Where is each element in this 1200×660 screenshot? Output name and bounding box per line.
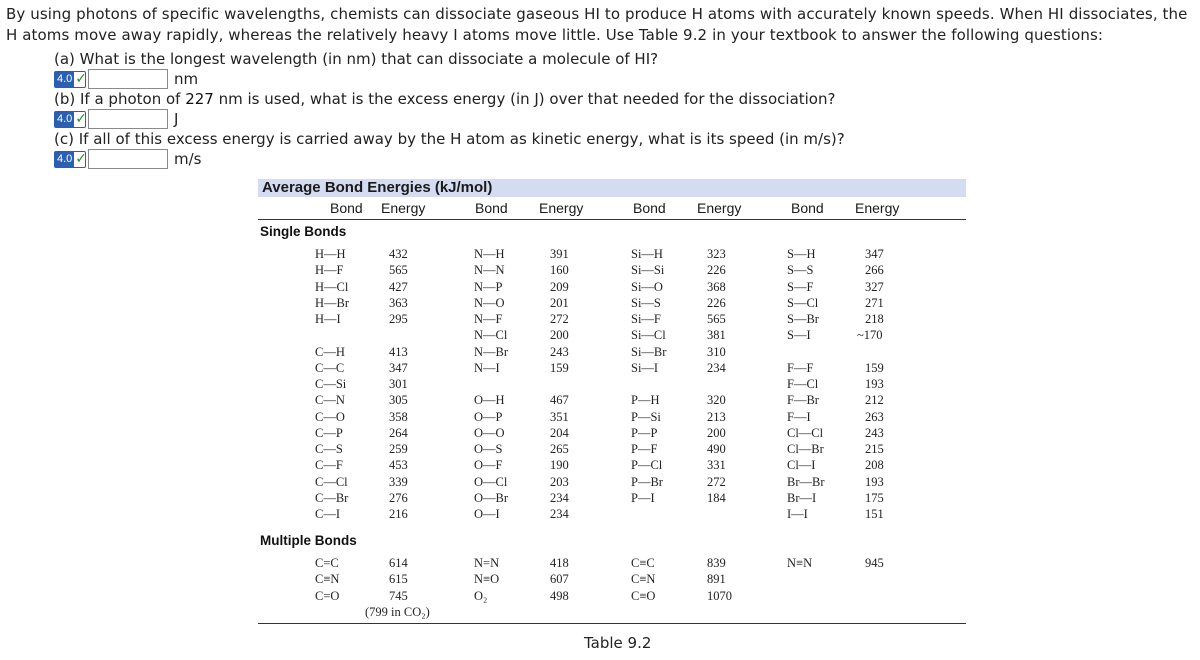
energy-cell: 234 bbox=[707, 360, 726, 375]
energy-cell: 347 bbox=[865, 247, 884, 261]
bond-cell: S—H bbox=[787, 247, 816, 261]
bond-cell: Br—I bbox=[787, 490, 817, 505]
bond-cell: C—P bbox=[315, 425, 343, 440]
answer-unit: nm bbox=[174, 70, 199, 88]
bond-cell: O—I bbox=[474, 507, 500, 521]
bond-cell: C≡N bbox=[315, 572, 340, 587]
header-energy: Energy bbox=[539, 200, 584, 216]
bond-cell: H—Br bbox=[315, 295, 350, 310]
bond-cell: F—Cl bbox=[787, 377, 819, 391]
energy-cell: 498 bbox=[550, 588, 569, 603]
question-b bbox=[54, 90, 835, 108]
energy-cell: 193 bbox=[865, 474, 884, 489]
bond-cell: N—P bbox=[474, 279, 503, 294]
bond-cell: P—F bbox=[631, 442, 658, 456]
bond-cell: S—I bbox=[787, 328, 811, 343]
energy-cell: 159 bbox=[865, 360, 884, 375]
energy-cell: 243 bbox=[550, 344, 569, 359]
energy-cell: 265 bbox=[550, 442, 569, 456]
bond-cell: S—S bbox=[787, 263, 814, 278]
energy-cell: 565 bbox=[389, 263, 408, 278]
energy-cell: 358 bbox=[389, 409, 408, 424]
energy-cell: 331 bbox=[707, 458, 726, 473]
energy-cell: 215 bbox=[865, 442, 884, 456]
energy-cell: 381 bbox=[707, 328, 726, 343]
energy-cell: 272 bbox=[550, 312, 569, 326]
energy-cell: 234 bbox=[550, 490, 569, 505]
bond-cell: Cl—Cl bbox=[787, 425, 824, 440]
energy-cell: 467 bbox=[550, 393, 569, 408]
bond-cell: C—F bbox=[315, 458, 343, 473]
bond-cell: N—Br bbox=[474, 344, 509, 359]
bond-cell: O—P bbox=[474, 409, 503, 424]
energy-cell: 159 bbox=[550, 360, 569, 375]
bond-cell: Si—Si bbox=[631, 263, 665, 278]
bond-cell: I—I bbox=[787, 507, 808, 521]
check-icon: ✓ bbox=[75, 70, 88, 87]
question-a bbox=[54, 50, 658, 68]
energy-cell: 203 bbox=[550, 474, 569, 489]
bond-cell: H—I bbox=[315, 312, 341, 326]
energy-cell: 413 bbox=[389, 344, 408, 359]
energy-cell: 323 bbox=[707, 247, 726, 261]
bond-cell: C—O bbox=[315, 409, 345, 424]
bond-cell: Cl—Br bbox=[787, 442, 824, 456]
energy-cell: 190 bbox=[550, 458, 569, 473]
energy-cell: 264 bbox=[389, 425, 408, 440]
energy-cell: 266 bbox=[865, 263, 884, 278]
bond-cell: C—Br bbox=[315, 490, 349, 505]
energy-cell: 418 bbox=[550, 556, 569, 570]
energy-cell: 212 bbox=[865, 393, 884, 408]
energy-cell: 327 bbox=[865, 279, 884, 294]
table-title: Average Bond Energies (kJ/mol) bbox=[258, 179, 966, 197]
bond-cell: P—Si bbox=[631, 409, 661, 424]
energy-cell: 427 bbox=[389, 279, 408, 294]
energy-cell: 607 bbox=[550, 572, 569, 587]
energy-cell: 208 bbox=[865, 458, 884, 473]
bond-cell: Si—O bbox=[631, 279, 663, 294]
bond-cell: C—C bbox=[315, 360, 345, 375]
bond-cell: Cl—I bbox=[787, 458, 816, 473]
bond-cell: Br—Br bbox=[787, 474, 825, 489]
bond-cell: P—Cl bbox=[631, 458, 663, 473]
energy-cell: 243 bbox=[865, 425, 884, 440]
answer-row-b bbox=[54, 108, 178, 130]
energy-cell: 301 bbox=[389, 377, 408, 391]
energy-cell: 209 bbox=[550, 279, 569, 294]
answer-row-a bbox=[54, 68, 198, 90]
energy-cell: 305 bbox=[389, 393, 408, 408]
header-bond: Bond bbox=[791, 200, 824, 216]
energy-cell: 347 bbox=[389, 360, 408, 375]
header-energy: Energy bbox=[697, 200, 742, 216]
energy-cell: 453 bbox=[389, 458, 408, 473]
energy-cell: 218 bbox=[865, 312, 884, 326]
bond-cell: N—F bbox=[474, 312, 503, 326]
energy-cell: 226 bbox=[707, 263, 726, 278]
energy-cell: 310 bbox=[707, 344, 726, 359]
bond-cell: Si—Br bbox=[631, 344, 667, 359]
energy-cell: 351 bbox=[550, 409, 569, 424]
energy-cell: 151 bbox=[865, 507, 884, 521]
energy-cell: 184 bbox=[707, 490, 726, 505]
energy-cell: 204 bbox=[550, 425, 569, 440]
energy-cell: 615 bbox=[389, 572, 408, 587]
energy-cell: 490 bbox=[707, 442, 726, 456]
energy-cell: 320 bbox=[707, 393, 726, 408]
bond-cell: O—O bbox=[474, 425, 505, 440]
bond-cell: Si—Cl bbox=[631, 328, 666, 343]
bond-cell: Si—H bbox=[631, 247, 663, 261]
energy-cell: 295 bbox=[389, 312, 408, 326]
energy-cell: 193 bbox=[865, 377, 884, 391]
energy-cell: 363 bbox=[389, 295, 408, 310]
bond-cell: S—Br bbox=[787, 312, 819, 326]
points-value: 4.0 bbox=[57, 152, 73, 165]
energy-cell: 1070 bbox=[707, 588, 732, 603]
energy-cell: 200 bbox=[707, 425, 726, 440]
section-label: Multiple Bonds bbox=[260, 533, 357, 548]
header-energy: Energy bbox=[381, 200, 426, 216]
energy-cell: 213 bbox=[707, 409, 726, 424]
answer-input-c[interactable] bbox=[88, 149, 168, 169]
points-badge bbox=[54, 71, 86, 88]
energy-cell: 226 bbox=[707, 295, 726, 310]
points-badge bbox=[54, 151, 86, 168]
bond-cell: C=O bbox=[315, 588, 340, 603]
bond-cell: C—Si bbox=[315, 377, 347, 391]
table-rule bbox=[258, 623, 966, 624]
bond-cell: O—Cl bbox=[474, 474, 508, 489]
energy-cell: 259 bbox=[389, 442, 408, 456]
bond-cell: C≡O bbox=[631, 588, 656, 603]
bond-cell: F—Br bbox=[787, 393, 819, 408]
bond-cell: Si—F bbox=[631, 312, 661, 326]
bond-cell: C≡N bbox=[631, 572, 656, 587]
bond-cell: Si—S bbox=[631, 295, 661, 310]
bond-cell: C—S bbox=[315, 442, 343, 456]
bond-cell: C—Cl bbox=[315, 474, 348, 489]
check-icon: ✓ bbox=[75, 110, 88, 127]
bond-cell: H—H bbox=[315, 247, 346, 261]
energy-cell: 200 bbox=[550, 328, 569, 343]
points-value: 4.0 bbox=[57, 112, 73, 125]
bond-cell: O—S bbox=[474, 442, 503, 456]
bond-cell: O—H bbox=[474, 393, 505, 408]
bond-cell: N—Cl bbox=[474, 328, 508, 343]
energy-cell: 432 bbox=[389, 247, 408, 261]
bond-cell: S—Cl bbox=[787, 295, 819, 310]
header-bond: Bond bbox=[475, 200, 508, 216]
bond-cell: P—H bbox=[631, 393, 660, 408]
bond-cell: S—F bbox=[787, 279, 814, 294]
energy-cell: 891 bbox=[707, 572, 726, 587]
bond-cell: N=N bbox=[474, 556, 500, 570]
points-badge bbox=[54, 111, 86, 128]
energy-cell: 745 bbox=[389, 588, 408, 603]
energy-cell: (799 in CO₂) bbox=[365, 604, 430, 619]
photon-wavelength-value: 227 bbox=[185, 90, 214, 108]
answer-unit: J bbox=[174, 110, 179, 128]
question-text: (a) What is the longest wavelength (in nm) that can dissociate a molecule of HI? bbox=[54, 50, 659, 68]
answer-unit: m/s bbox=[174, 150, 202, 168]
header-bond: Bond bbox=[633, 200, 666, 216]
energy-cell: ~170 bbox=[857, 328, 883, 343]
bond-cell: P—Br bbox=[631, 474, 663, 489]
energy-cell: 160 bbox=[550, 263, 569, 278]
bond-cell: P—P bbox=[631, 425, 658, 440]
bond-cell: N≡N bbox=[787, 556, 813, 570]
header-energy: Energy bbox=[855, 200, 900, 216]
bond-cell: Si—I bbox=[631, 360, 659, 375]
question-c bbox=[54, 130, 845, 148]
bond-cell: O₂ bbox=[474, 588, 488, 603]
question-text: nm is used, what is the excess energy (in J) over that needed for the dissociation? bbox=[213, 90, 836, 108]
question-text: (c) If all of this excess energy is carried away by the H atom as kinetic energy, what is its speed (in m/s)? bbox=[54, 130, 845, 148]
bond-cell: O—F bbox=[474, 458, 503, 473]
section-label: Single Bonds bbox=[260, 224, 347, 239]
energy-cell: 276 bbox=[389, 490, 408, 505]
check-icon: ✓ bbox=[75, 150, 88, 167]
energy-cell: 945 bbox=[865, 556, 884, 570]
answer-input-a[interactable] bbox=[88, 69, 168, 89]
table-rule bbox=[258, 219, 966, 220]
energy-cell: 839 bbox=[707, 556, 726, 570]
bond-cell: H—Cl bbox=[315, 279, 349, 294]
bond-cell: N—O bbox=[474, 295, 505, 310]
bond-cell: C—I bbox=[315, 507, 340, 521]
energy-cell: 175 bbox=[865, 490, 884, 505]
points-value: 4.0 bbox=[57, 72, 73, 85]
energy-cell: 263 bbox=[865, 409, 884, 424]
energy-cell: 201 bbox=[550, 295, 569, 310]
question-text: (b) If a photon of bbox=[54, 90, 186, 108]
energy-cell: 272 bbox=[707, 474, 726, 489]
bond-cell: P—I bbox=[631, 490, 655, 505]
energy-cell: 234 bbox=[550, 507, 569, 521]
energy-cell: 614 bbox=[389, 556, 408, 570]
bond-cell: N—N bbox=[474, 263, 505, 278]
bond-cell: N≡O bbox=[474, 572, 500, 587]
bond-cell: O—Br bbox=[474, 490, 509, 505]
answer-row-c bbox=[54, 148, 201, 170]
problem-intro: By using photons of specific wavelengths, chemists can dissociate gaseous HI to produce H atoms with accurately known speeds. When HI dissociates, the H atoms move away rapidly, whereas the relatively heavy I atoms move little. Use Table 9.2 in your textbook to answer the following questions: bbox=[6, 5, 1188, 44]
bond-cell: F—F bbox=[787, 360, 814, 375]
energy-cell: 216 bbox=[389, 507, 408, 521]
bond-cell: N—I bbox=[474, 360, 500, 375]
header-bond: Bond bbox=[330, 200, 363, 216]
bond-cell: H—F bbox=[315, 263, 344, 278]
bond-cell: N—H bbox=[474, 247, 505, 261]
energy-cell: 271 bbox=[865, 295, 884, 310]
bond-cell: C=C bbox=[315, 556, 339, 570]
energy-cell: 339 bbox=[389, 474, 408, 489]
answer-input-b[interactable] bbox=[88, 109, 168, 129]
bond-cell: F—I bbox=[787, 409, 811, 424]
energy-cell: 368 bbox=[707, 279, 726, 294]
bond-cell: C—H bbox=[315, 344, 345, 359]
energy-cell: 565 bbox=[707, 312, 726, 326]
energy-cell: 391 bbox=[550, 247, 569, 261]
bond-cell: C≡C bbox=[631, 556, 655, 570]
bond-cell: C—N bbox=[315, 393, 345, 408]
table-caption: Table 9.2 bbox=[584, 634, 652, 652]
